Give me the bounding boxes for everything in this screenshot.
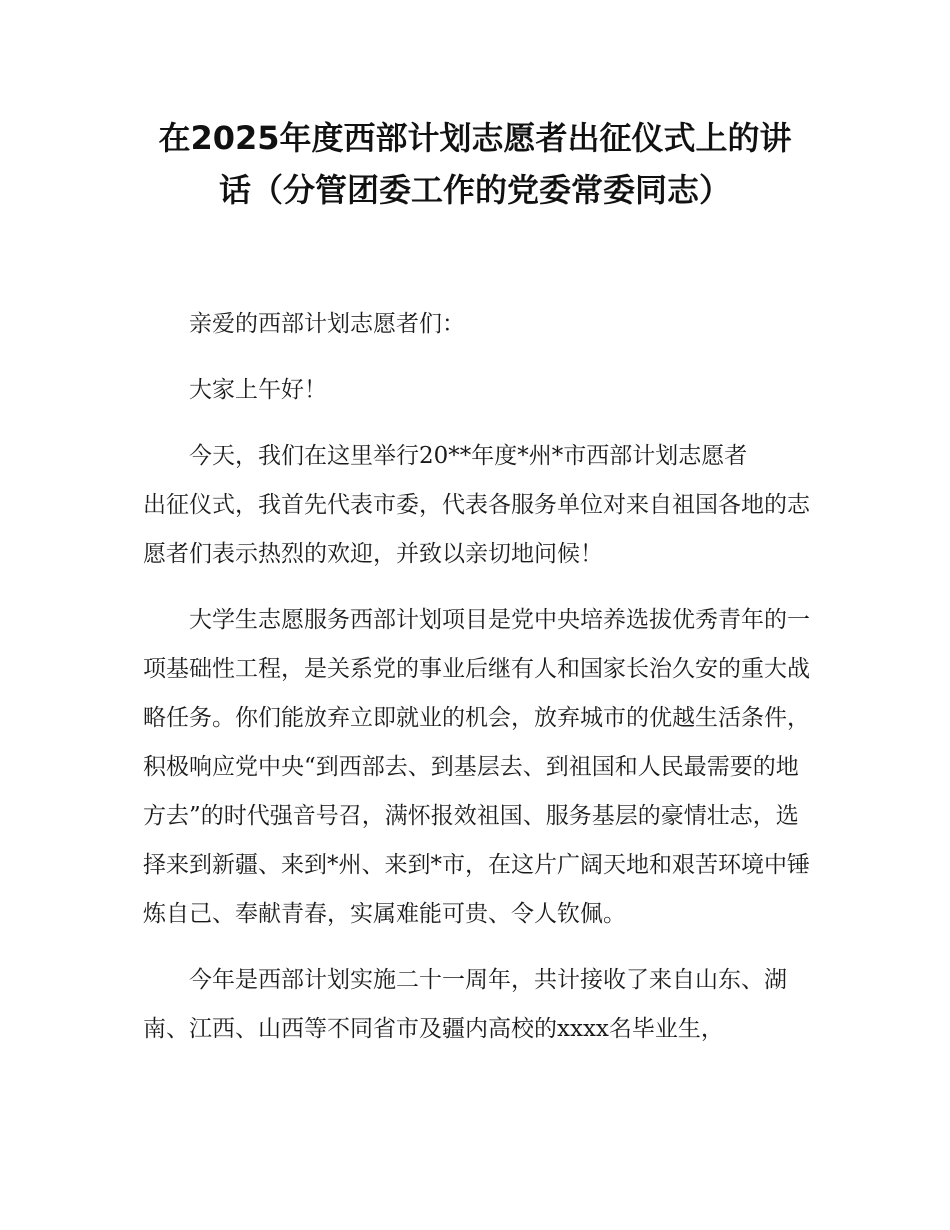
title-line-2: 话（分管团委工作的党委常委同志）	[218, 171, 731, 209]
paragraph-1-continued: 出征仪式，我首先代表市委，代表各服务单位对来自祖国各地的志愿者们表示热烈的欢迎，并致以亲切地问候！	[143, 492, 810, 567]
salutation: 亲爱的西部计划志愿者们：	[189, 311, 465, 337]
paragraph-1-line-1: 今天，我们在这里举行20**年度*州*市西部计划志愿者	[189, 443, 748, 469]
paragraph-3: 今年是西部计划实施二十一周年，共计接收了来自山东、湖南、江西、山西等不同省市及疆内高校的xxxx名毕业生，	[143, 967, 787, 1042]
title-line-1: 在2025年度西部计划志愿者出征仪式上的讲	[158, 119, 792, 157]
document-title	[0, 112, 950, 216]
document-body	[143, 300, 813, 1054]
greeting: 大家上午好！	[189, 377, 327, 403]
paragraph-2: 大学生志愿服务西部计划项目是党中央培养选拔优秀青年的一项基础性工程，是关系党的事业后继有人和国家长治久安的重大战略任务。你们能放弃立即就业的机会，放弃城市的优越生活条件，积极响应党中央“到西部去、到基层去、到祖国和人民最需要的地方去”的时代强音号召，满怀报效祖国、服务基层的豪情壮志，选择来到新疆、来到*州、来到*市，在这片广阔天地和艰苦环境中锤炼自己、奉献青春，实属难能可贵、令人钦佩。	[143, 607, 810, 927]
